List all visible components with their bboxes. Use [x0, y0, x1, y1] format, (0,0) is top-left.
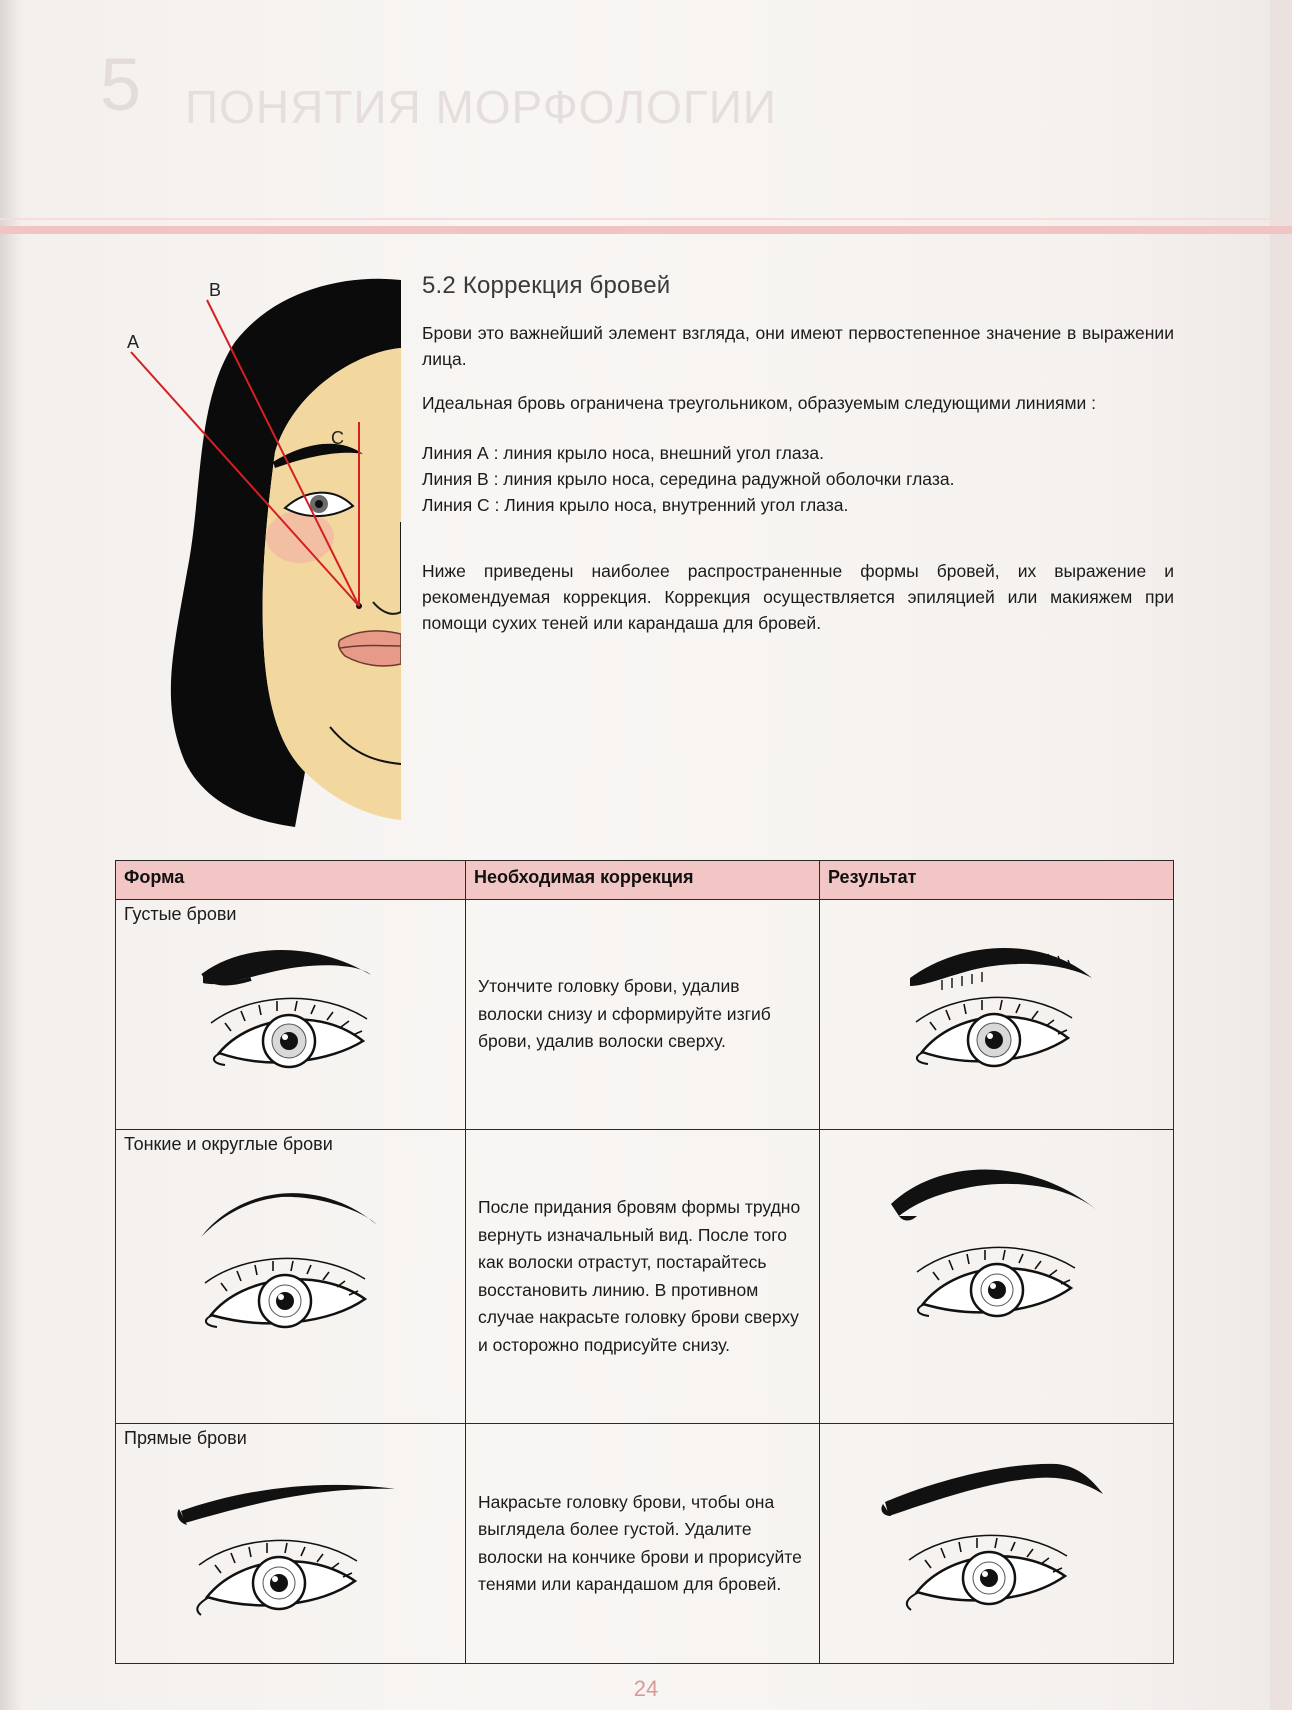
- label-b: B: [209, 280, 222, 300]
- page-number: 24: [633, 1676, 659, 1701]
- section-brow-correction: [422, 272, 1174, 636]
- form-label-thin: Тонкие и округлые брови: [124, 1134, 333, 1154]
- straight-brow-result-illustration: [877, 1424, 1117, 1654]
- straight-brow-eye-illustration: [171, 1449, 411, 1629]
- chapter-number: 5: [100, 43, 142, 126]
- header-thin-rule: [0, 218, 1292, 220]
- correction-text-straight: Накрасьте головку брови, чтобы она выглядела более густой. Удалите волоски на кончике брови и прорисуйте тенями или карандашом для бровей.: [478, 1491, 802, 1594]
- thick-brow-result-illustration: [882, 900, 1112, 1120]
- table-row: [116, 900, 1174, 1130]
- page-right-edge: [1270, 0, 1292, 1710]
- lines-list: [422, 440, 1174, 518]
- header-correction: Необходимая коррекция: [466, 861, 820, 900]
- form-label-straight: Прямые брови: [124, 1428, 247, 1448]
- label-a: A: [127, 332, 140, 352]
- brow-forms-table: [115, 860, 1174, 1664]
- correction-cell: [466, 900, 820, 1130]
- section-title: 5.2 Коррекция бровей: [422, 272, 671, 299]
- line-b-description: Линия В : линия крыло носа, середина радужной оболочки глаза.: [422, 469, 955, 489]
- face-brow-diagram: [125, 272, 401, 832]
- line-a-description: Линия А : линия крыло носа, внешний угол глаза.: [422, 443, 824, 463]
- diagram-pupil: [315, 500, 323, 508]
- result-cell: [820, 1130, 1174, 1424]
- correction-text-thin: После придания бровям формы трудно вернуть изначальный вид. После того как волоски отрастут, постарайтесь восстановить линию. В противном случае накрасьте головку брови сверху и осторожно подрисуйте снизу.: [478, 1197, 801, 1355]
- form-cell: [116, 1130, 466, 1424]
- thin-brow-eye-illustration: [181, 1155, 401, 1355]
- result-cell: [820, 1424, 1174, 1664]
- thin-brow-result-illustration: [877, 1130, 1117, 1370]
- thick-brow-eye-illustration: [181, 925, 401, 1095]
- correction-text-thick: Утончите головку брови, удалив волоски снизу и сформируйте изгиб брови, удалив волоски сверху.: [478, 976, 771, 1052]
- chapter-title: ПОНЯТИЯ МОРФОЛОГИИ: [185, 81, 777, 133]
- intro-paragraph: Брови это важнейший элемент взгляда, они имеют первостепенное значение в выражении лица.: [422, 323, 1174, 369]
- header-result: Результат: [820, 861, 1174, 900]
- result-cell: [820, 900, 1174, 1130]
- label-c: C: [331, 428, 344, 448]
- table-row: [116, 1424, 1174, 1664]
- correction-cell: [466, 1424, 820, 1664]
- header-rule: [0, 226, 1292, 234]
- line-c-description: Линия С : Линия крыло носа, внутренний угол глаза.: [422, 495, 849, 515]
- form-cell: [116, 900, 466, 1130]
- note-paragraph: Ниже приведены наиболее распространенные формы бровей, их выражение и рекомендуемая коррекция. Коррекция осуществляется эпиляцией или макияжем при помощи сухих теней или карандаша для бровей.: [422, 561, 1174, 633]
- page-binding-edge: [0, 0, 22, 1710]
- table-row: [116, 1130, 1174, 1424]
- table-header-row: [116, 861, 1174, 900]
- header-form: Форма: [116, 861, 466, 900]
- form-cell: [116, 1424, 466, 1664]
- correction-cell: [466, 1130, 820, 1424]
- form-label-thick: Густые брови: [124, 904, 237, 924]
- triangle-paragraph: Идеальная бровь ограничена треугольником, образуемым следующими линиями :: [422, 393, 1097, 413]
